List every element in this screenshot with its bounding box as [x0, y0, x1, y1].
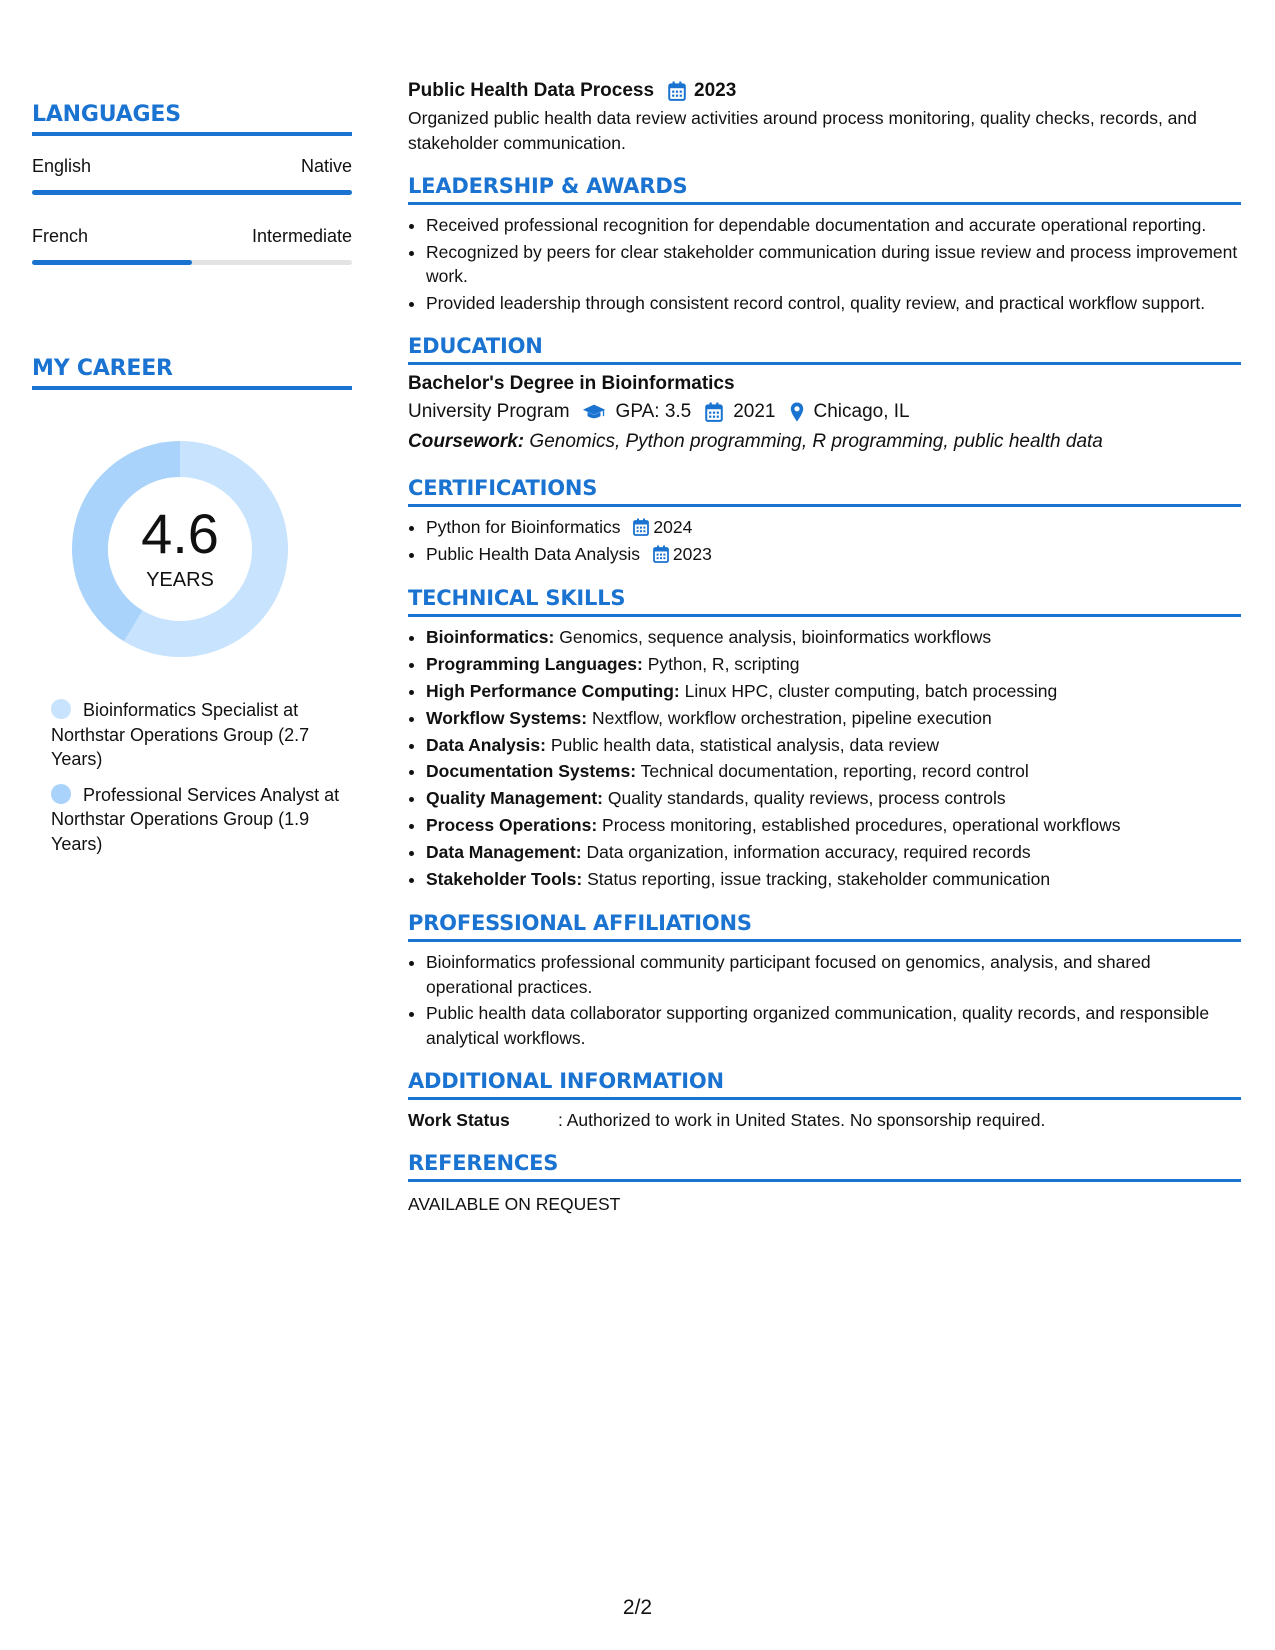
education-heading: EDUCATION: [408, 331, 1241, 365]
certifications-heading: CERTIFICATIONS: [408, 473, 1241, 507]
career-item-text: Bioinformatics Specialist at Northstar Operations Group (2.7 Years): [51, 700, 310, 769]
affiliations-list: [408, 950, 1241, 1050]
list-item: • Bioinformatics professional community participant focused on genomics, analysis, and shared operational practices.: [426, 950, 1241, 999]
skill-value: Nextflow, workflow orchestration, pipeline execution: [591, 707, 992, 728]
language-row-french: [32, 224, 352, 294]
career-item-text: Professional Services Analyst at Northstar Operations Group (1.9 Years): [51, 784, 340, 854]
skill-label: Quality Management:: [426, 788, 603, 809]
education-location: Chicago, IL: [813, 401, 910, 422]
calendar-icon: [668, 81, 686, 101]
list-item: • Public health data collaborator supporting organized communication, quality records, and responsible analytical workflows.: [426, 1001, 1241, 1050]
coursework-label: Coursework:: [408, 431, 525, 452]
skill-label: Data Management:: [426, 842, 582, 863]
project-title: Public Health Data Process: [408, 80, 655, 101]
skill-value: Process monitoring, established procedures, operational workflows: [602, 815, 1121, 836]
list-item: • Received professional recognition for dependable documentation and accurate operational reporting.: [426, 213, 1241, 238]
skill-value: Technical documentation, reporting, record control: [640, 761, 1029, 782]
work-status-row: [408, 1108, 1241, 1132]
language-level: Intermediate: [251, 226, 352, 246]
skills-heading: TECHNICAL SKILLS: [408, 583, 1241, 617]
education-meta: [408, 397, 1241, 427]
list-item: • Provided leadership through consistent record control, quality review, and practical workflow support.: [426, 291, 1241, 316]
certification-item: [426, 542, 1241, 567]
list-item: • Recognized by peers for clear stakeholder communication during issue review and process improvement work.: [426, 240, 1241, 289]
certification-name: Public Health Data Analysis: [426, 544, 640, 564]
coursework-value: Genomics, Python programming, R programming, public health data: [529, 431, 1103, 452]
skill-value: Public health data, statistical analysis, data review: [550, 734, 939, 755]
skill-label: Process Operations:: [426, 815, 598, 836]
skill-item: [426, 733, 1241, 758]
skill-item: [426, 706, 1241, 731]
languages-list: [32, 154, 352, 294]
language-name: English: [32, 156, 92, 176]
career-total-years: 4.6: [141, 502, 219, 565]
skill-label: Stakeholder Tools:: [426, 869, 583, 890]
main-column: [408, 78, 1241, 1216]
skill-value: Data organization, information accuracy, required records: [586, 842, 1031, 863]
skill-label: Programming Languages:: [426, 653, 643, 674]
education-year: 2021: [733, 401, 776, 422]
certifications-list: [408, 515, 1241, 567]
references-text: AVAILABLE ON REQUEST: [408, 1194, 621, 1215]
language-level-fill: [32, 190, 352, 195]
skill-label: Data Analysis:: [426, 734, 546, 755]
skill-label: Documentation Systems:: [426, 761, 637, 782]
skill-value: Status reporting, issue tracking, stakeholder communication: [587, 869, 1051, 890]
language-row-english: [32, 154, 352, 224]
skill-item: [426, 759, 1241, 784]
skill-item: [426, 840, 1241, 865]
skill-item: [426, 786, 1241, 811]
education-degree: Bachelor's Degree in Bioinformatics: [408, 373, 735, 394]
skill-value: Genomics, sequence analysis, bioinformatics workflows: [559, 627, 992, 647]
calendar-icon: [705, 402, 723, 422]
career-donut-chart: [65, 434, 295, 664]
work-status-value: : Authorized to work in United States. No sponsorship required.: [558, 1110, 1046, 1131]
language-name: French: [32, 226, 89, 246]
education-school: University Program: [408, 401, 570, 422]
work-status-label: Work Status: [408, 1110, 510, 1131]
leadership-heading: LEADERSHIP & AWARDS: [408, 171, 1241, 205]
skill-value: Linux HPC, cluster computing, batch processing: [684, 680, 1058, 701]
skill-label: Bioinformatics:: [426, 627, 555, 647]
skill-label: Workflow Systems:: [426, 707, 588, 728]
skill-item: [426, 679, 1241, 704]
leadership-list: [408, 213, 1241, 315]
affiliations-heading: PROFESSIONAL AFFILIATIONS: [408, 908, 1241, 942]
sidebar: [32, 100, 352, 867]
skills-list: [408, 625, 1241, 892]
career-legend-item: [51, 698, 341, 772]
skill-item: [426, 867, 1241, 892]
career-legend-item: [51, 783, 341, 857]
certification-item: [426, 515, 1241, 540]
language-level-bar: [32, 260, 352, 265]
education-coursework: [408, 427, 1241, 457]
skill-item: [426, 652, 1241, 677]
location-pin-icon: [790, 402, 804, 422]
skill-value: Quality standards, quality reviews, process controls: [607, 788, 1006, 809]
career-legend: [51, 698, 341, 856]
additional-info-heading: ADDITIONAL INFORMATION: [408, 1066, 1241, 1100]
calendar-icon: [653, 545, 669, 563]
certification-name: Python for Bioinformatics: [426, 517, 621, 537]
skill-item: [426, 625, 1241, 650]
project-entry: [408, 78, 1241, 155]
page-number: 2/2: [622, 1596, 653, 1619]
languages-heading: LANGUAGES: [32, 100, 352, 136]
calendar-icon: [633, 518, 649, 536]
skill-label: High Performance Computing:: [426, 680, 680, 701]
skill-value: Python, R, scripting: [647, 653, 800, 674]
language-level-fill: [32, 260, 192, 265]
graduation-cap-icon: [582, 403, 606, 421]
language-level: Native: [300, 156, 352, 176]
certification-year: 2024: [653, 517, 693, 537]
certification-year: 2023: [672, 544, 712, 564]
language-level-bar: [32, 190, 352, 195]
references-heading: REFERENCES: [408, 1148, 1241, 1182]
career-total-unit: YEARS: [146, 569, 214, 591]
skill-item: [426, 813, 1241, 838]
project-year: 2023: [694, 80, 737, 101]
legend-dot: [51, 784, 71, 804]
legend-dot: [51, 699, 71, 719]
project-description: Organized public health data review activities around process monitoring, quality checks, records, and stakeholder communication.: [408, 108, 1197, 153]
career-heading: MY CAREER: [32, 354, 352, 390]
education-gpa: GPA: 3.5: [615, 401, 692, 422]
